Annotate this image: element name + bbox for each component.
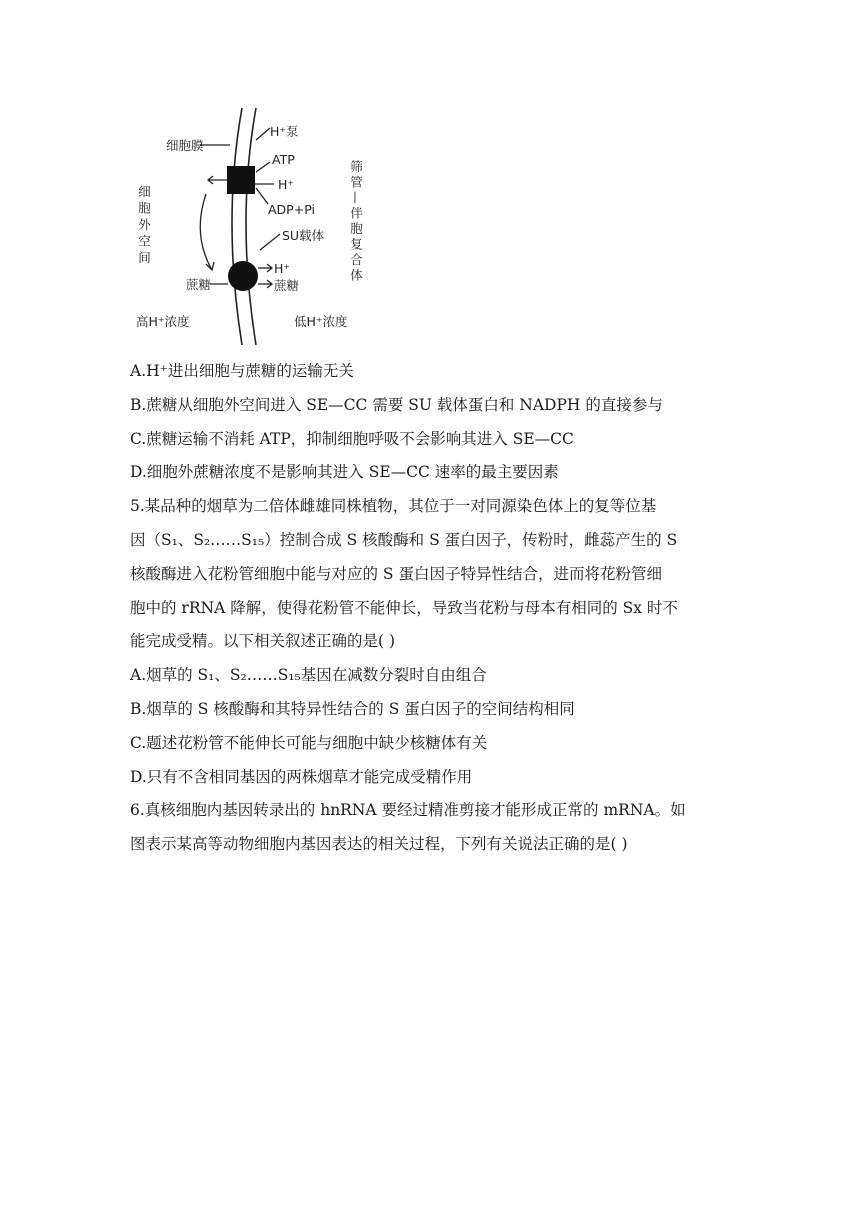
label-extracellular: 细胞外空间: [136, 185, 152, 268]
sucrose-transport-figure: [130, 100, 380, 345]
label-sucrose-in: 蔗糖: [274, 278, 300, 293]
label-atp: ATP: [272, 152, 295, 167]
label-sucrose-out: 蔗糖: [186, 277, 212, 292]
q6-stem-line: 6.真核细胞内基因转录出的 hnRNA 要经过精准剪接才能形成正常的 mRNA。如: [130, 801, 686, 820]
q5-option-c: C.题述花粉管不能伸长可能与细胞中缺少核糖体有关: [130, 733, 488, 752]
q4-option-c: C.蔗糖运输不消耗 ATP，抑制细胞呼吸不会影响其进入 SE—CC: [130, 429, 574, 448]
q4-option-a: A.H⁺进出细胞与蔗糖的运输无关: [130, 362, 354, 380]
label-pump: H⁺泵: [270, 124, 299, 139]
q5-stem-line: 因（S₁、S₂……S₁₅）控制合成 S 核酸酶和 S 蛋白因子，传粉时，雌蕊产生的 S: [130, 530, 678, 549]
membrane-line-outer: [232, 108, 242, 345]
label-carrier: SU载体: [282, 228, 325, 243]
q6-stem-line: 图表示某高等动物细胞内基因表达的相关过程，下列有关说法正确的是( ): [130, 835, 628, 854]
q4-option-d: D.细胞外蔗糖浓度不是影响其进入 SE—CC 速率的最主要因素: [130, 463, 559, 482]
su-carrier-circle: [228, 261, 258, 291]
label-low-h: 低H⁺浓度: [294, 314, 348, 329]
q5-option-a: A.烟草的 S₁、S₂……S₁₅基因在减数分裂时自由组合: [130, 666, 487, 685]
q4-option-b: B.蔗糖从细胞外空间进入 SE—CC 需要 SU 载体蛋白和 NADPH 的直接参与: [130, 395, 663, 414]
membrane-line-inner: [246, 108, 256, 345]
h-pump-square: [227, 166, 255, 194]
label-complex: 筛管—伴胞复合体: [348, 160, 364, 284]
q5-option-b: B.烟草的 S 核酸酶和其特异性结合的 S 蛋白因子的空间结构相同: [130, 699, 575, 718]
label-high-h: 高H⁺浓度: [136, 314, 190, 329]
q5-stem-line: 5.某品种的烟草为二倍体雌雄同株植物，其位于一对同源染色体上的复等位基: [130, 497, 657, 516]
label-h-out: H⁺: [278, 177, 294, 192]
q5-stem-line: 能完成受精。以下相关叙述正确的是( ): [130, 632, 396, 651]
q5-stem-line: 核酸酶进入花粉管细胞中能与对应的 S 蛋白因子特异性结合，进而将花粉管细: [130, 564, 662, 583]
q5-stem-line: 胞中的 rRNA 降解，使得花粉管不能伸长，导致当花粉与母本有相同的 Sx 时不: [130, 598, 678, 617]
label-h-in: H⁺: [274, 261, 290, 276]
label-membrane: 细胞膜: [166, 138, 204, 153]
membrane-diagram: [130, 100, 380, 345]
document-body: [130, 355, 750, 862]
q5-option-d: D.只有不含相同基因的两株烟草才能完成受精作用: [130, 767, 473, 786]
label-adp: ADP+Pi: [268, 202, 315, 217]
